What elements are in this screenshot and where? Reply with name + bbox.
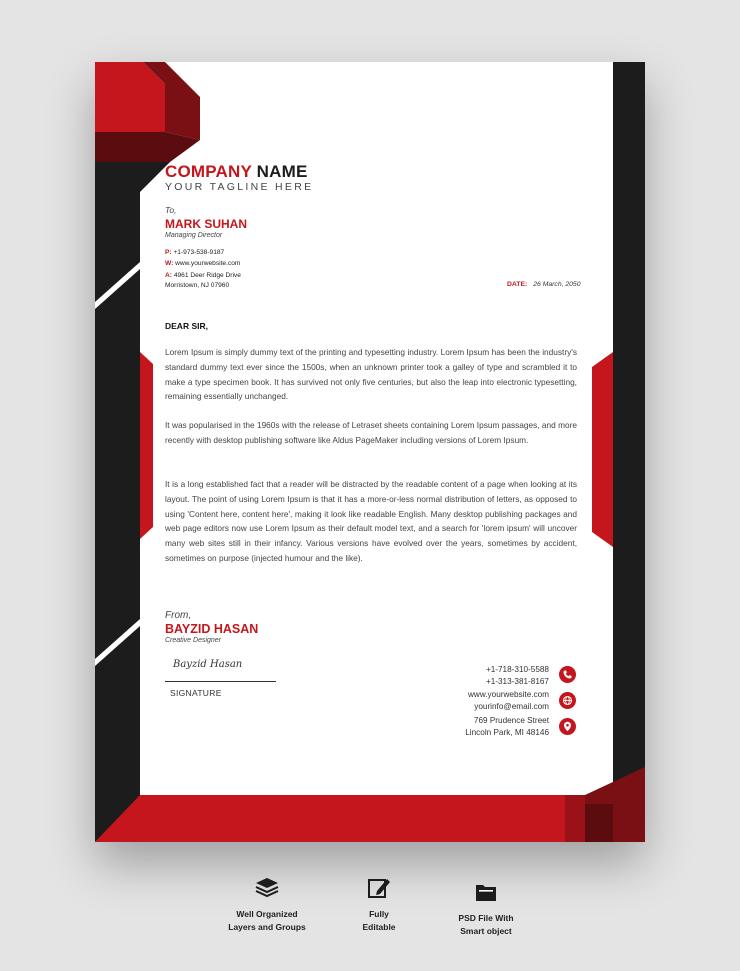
contact-address: [465, 715, 549, 738]
recipient-web: [165, 260, 240, 267]
date-value: 26 March, 2050: [533, 281, 581, 288]
body-paragraph-2: It was popularised in the 1960s with the release of Letraset sheets containing Lorem Ipsum passages, and more recently with desktop publishing software like Aldus PageMaker including versions of Lorem Ipsum.: [165, 420, 577, 445]
contact-phone-2: +1-313-381-8167: [485, 676, 549, 686]
feature-layers: [212, 876, 322, 934]
recipient-address-line2: Morristown, NJ 07960: [165, 282, 230, 289]
feature-psd-line1: PSD File With: [458, 913, 514, 923]
letter-date: [507, 281, 581, 288]
address-line1: 4961 Deer Ridge Drive: [173, 272, 241, 279]
letterhead-page: [95, 62, 645, 842]
contact-email: yourinfo@email.com: [474, 701, 549, 711]
signature-script: Bayzid Hasan: [173, 659, 243, 670]
contact-address-line1: 769 Prudence Street: [473, 716, 549, 725]
globe-icon: [559, 692, 576, 709]
company-name: [165, 162, 308, 182]
signature-label: SIGNATURE: [170, 688, 222, 698]
signature-line: [165, 681, 276, 682]
feature-editable: [344, 876, 414, 934]
date-label: DATE:: [507, 281, 528, 288]
from-label: From,: [165, 610, 192, 621]
recipient-title: Managing Director: [165, 232, 223, 239]
contact-address-line2: Lincoln Park, MI 48146: [465, 727, 549, 737]
phone-key: P:: [165, 249, 172, 256]
company-tagline: YOUR TAGLINE HERE: [165, 181, 314, 193]
sender-name: BAYZID HASAN: [165, 622, 259, 636]
edit-icon: [367, 876, 391, 900]
body-paragraph-3: It is a long established fact that a reader will be distracted by the readable content of a page when looking at its layout. The point of using Lorem Ipsum is that it has a more-or-less normal distribution of letters, as opposed to using 'Content here, content here', making it look like readable English. Many desktop publishing packages and web page editors now use Lorem Ipsum as their default model text, and a search for 'lorem ipsum' will uncover many web sites still in their infancy. Various versions have evolved over the years, sometimes by accident, sometimes on purpose (injected humour and the like).: [165, 479, 577, 563]
phone-icon: [559, 666, 576, 683]
feature-psd: [436, 880, 536, 938]
web-key: W:: [165, 260, 174, 267]
recipient-address: [165, 272, 241, 279]
phone-value: +1-973-538-9187: [173, 249, 225, 256]
contact-phones: [486, 664, 549, 687]
address-key: A:: [165, 272, 172, 279]
to-label: To,: [165, 205, 177, 215]
company-name-accent: COMPANY: [165, 162, 252, 181]
company-name-rest: NAME: [256, 162, 308, 181]
contact-web: [468, 689, 549, 712]
contact-website: www.yourwebsite.com: [468, 690, 549, 699]
body-paragraph-1: Lorem Ipsum is simply dummy text of the printing and typesetting industry. Lorem Ipsum has been the industry's standard dummy text ever since the 1500s, when an unknown printer took a galley of type and scrambled it to make a type specimen book. It has survived not only five centuries, but also the leap into electronic typesetting, remaining essentially unchanged.: [165, 347, 577, 402]
web-value: www.yourwebsite.com: [175, 260, 241, 267]
layers-icon: [254, 876, 280, 900]
contact-phone-1: +1-718-310-5588: [485, 665, 549, 674]
recipient-name: MARK SUHAN: [165, 217, 247, 231]
sender-title: Creative Designer: [165, 637, 222, 644]
salutation: DEAR SIR,: [165, 321, 208, 331]
feature-editable-line2: Editable: [362, 922, 396, 932]
feature-layers-line1: Well Organized: [236, 909, 298, 919]
feature-layers-line2: Layers and Groups: [228, 922, 306, 932]
feature-psd-line2: Smart object: [460, 926, 512, 936]
location-pin-icon: [559, 718, 576, 735]
feature-editable-line1: Fully: [369, 909, 389, 919]
recipient-phone: [165, 249, 224, 256]
folder-icon: [474, 880, 498, 904]
